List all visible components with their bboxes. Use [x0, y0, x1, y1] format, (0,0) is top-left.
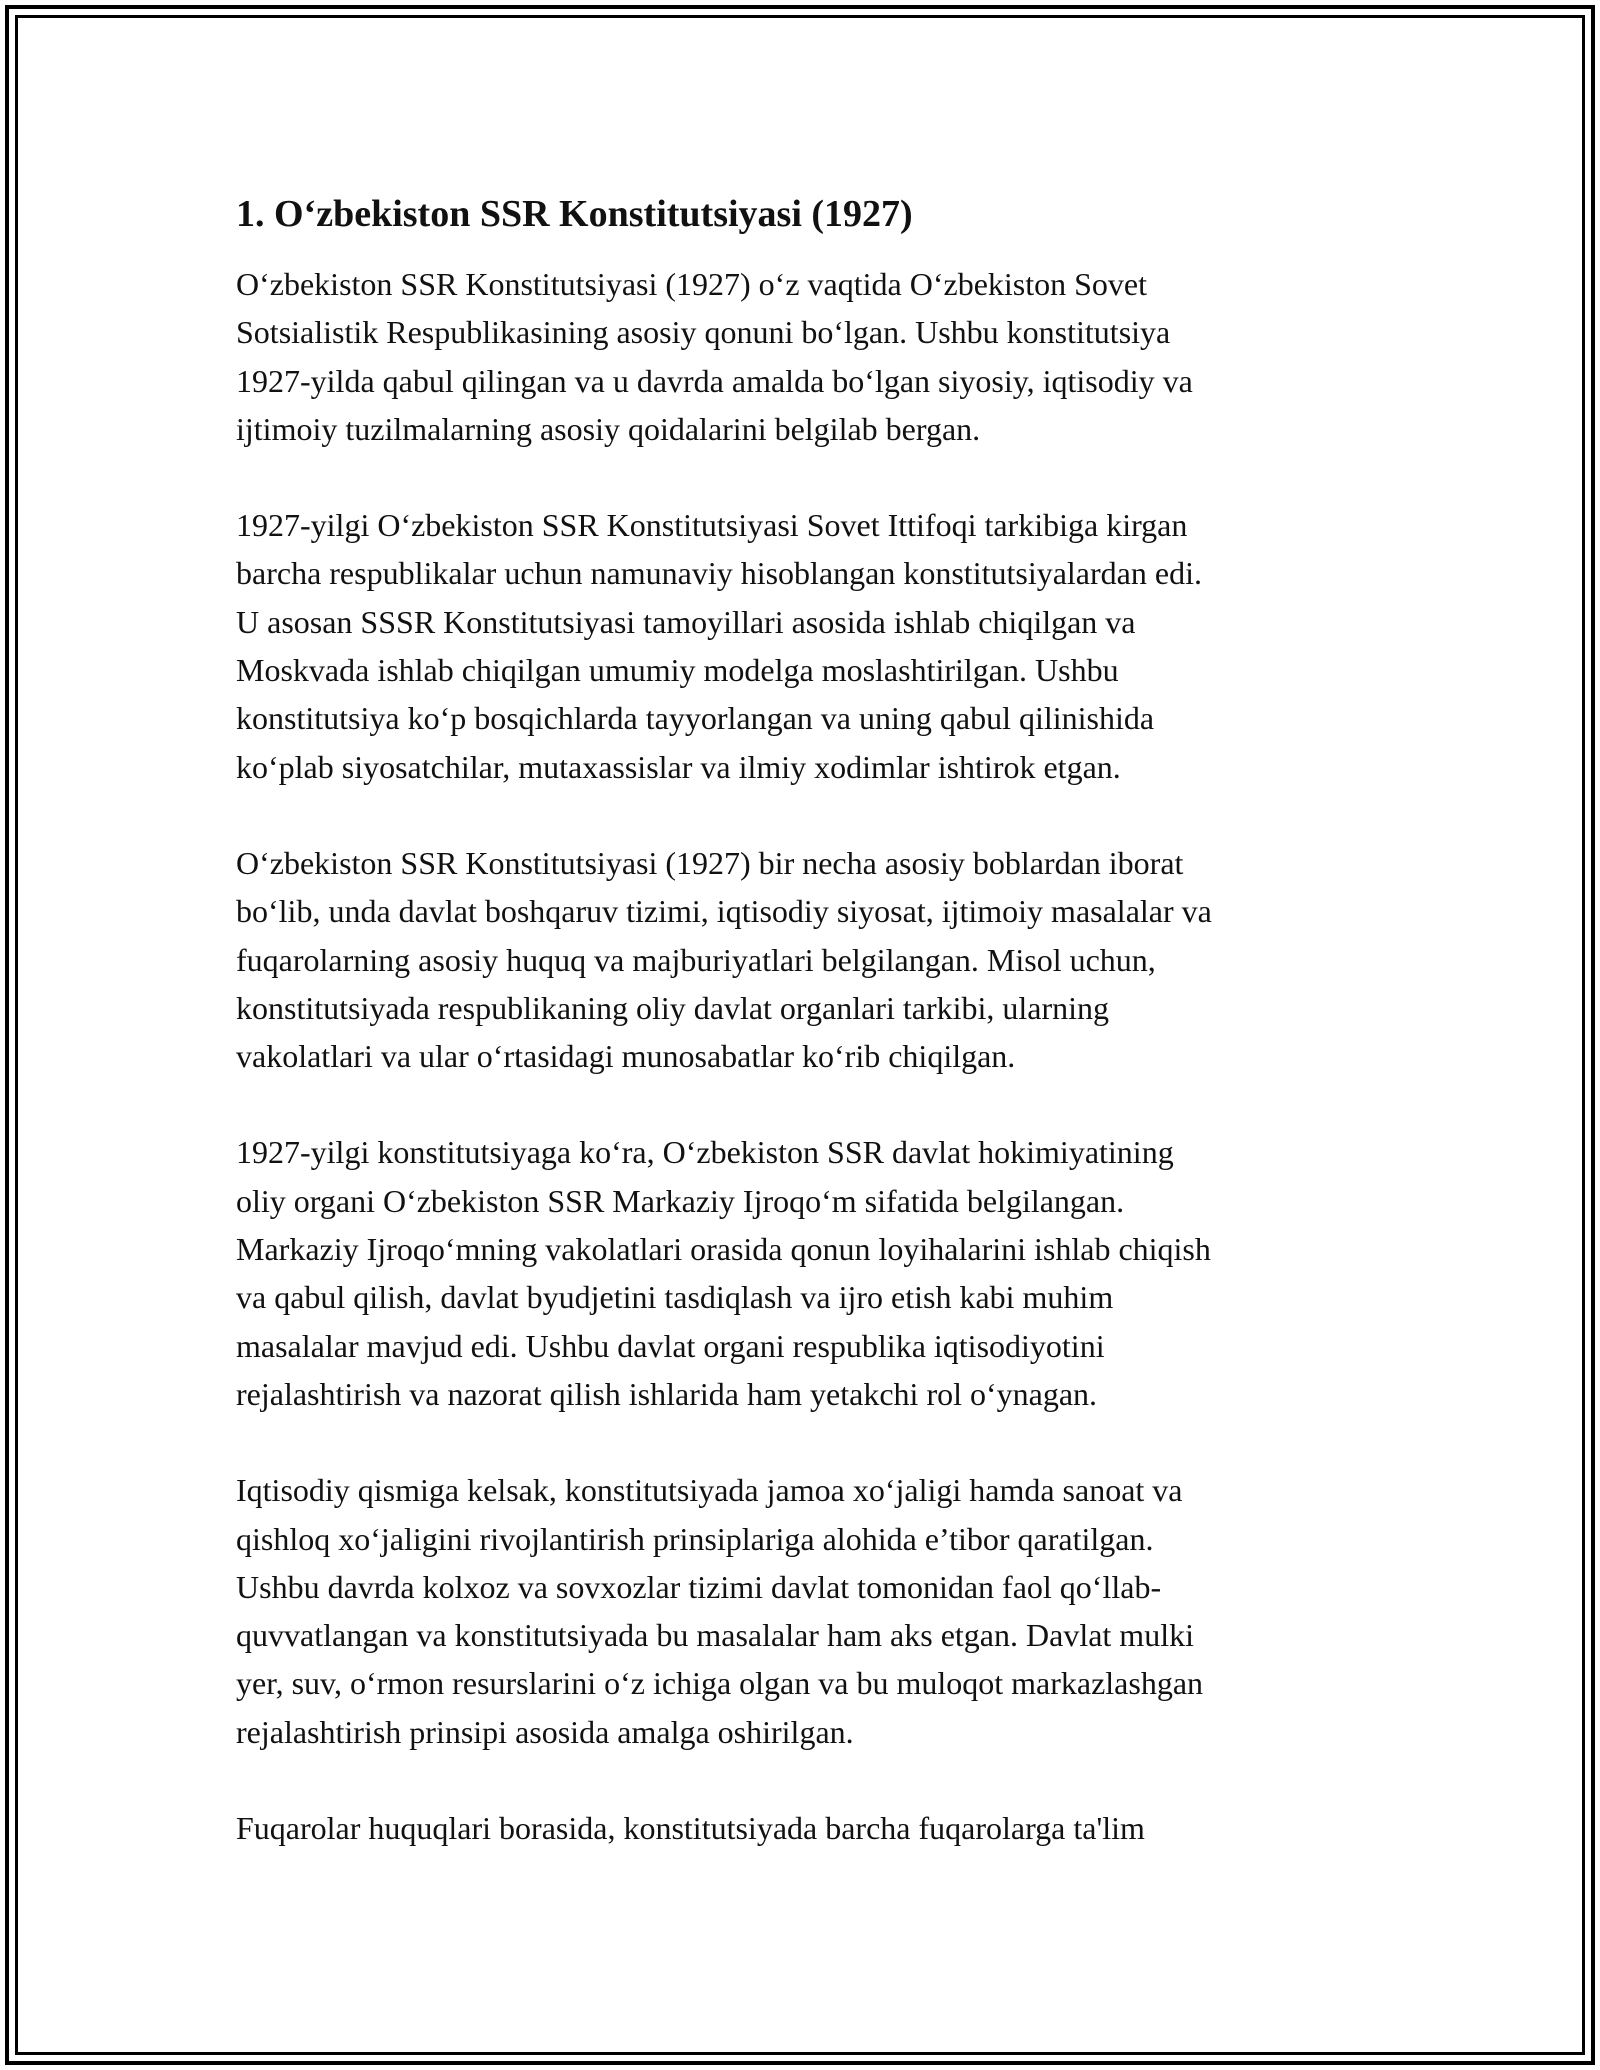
paragraph-line: U asosan SSSR Konstitutsiyasi tamoyillari asosida ishlab chiqilgan va: [236, 603, 1136, 640]
paragraph-line: vakolatlari va ular o‘rtasidagi munosabatlar ko‘rib chiqilgan.: [236, 1038, 1016, 1075]
paragraph-line: Sotsialistik Respublikasining asosiy qonuni bo‘lgan. Ushbu konstitutsiya: [236, 314, 1171, 351]
paragraph-line: 1927-yilgi O‘zbekiston SSR Konstitutsiyasi Sovet Ittifoqi tarkibiga kirgan: [236, 507, 1188, 544]
paragraph-line: O‘zbekiston SSR Konstitutsiyasi (1927) o‘z vaqtida O‘zbekiston Sovet: [236, 266, 1148, 302]
paragraph-line: ijtimoiy tuzilmalarning asosiy qoidalarini belgilab bergan.: [236, 410, 981, 447]
paragraph-line: konstitutsiya ko‘p bosqichlarda tayyorlangan va uning qabul qilinishida: [236, 700, 1155, 737]
paragraph-line: Moskvada ishlab chiqilgan umumiy modelga moslashtirilgan. Ushbu: [236, 652, 1119, 689]
section-heading: 1. O‘zbekiston SSR Konstitutsiyasi (1927): [236, 193, 913, 235]
paragraph: [236, 260, 1366, 453]
paragraph-line: Ushbu davrda kolxoz va sovxozlar tizimi davlat tomonidan faol qo‘llab-: [236, 1568, 1162, 1605]
paragraph: [236, 839, 1366, 1080]
paragraph-line: barcha respublikalar uchun namunaviy hisoblangan konstitutsiyalardan edi.: [236, 555, 1202, 592]
paragraph-line: O‘zbekiston SSR Konstitutsiyasi (1927) bir necha asosiy boblardan iborat: [236, 844, 1184, 881]
paragraph-line: Markaziy Ijroqo‘mning vakolatlari orasida qonun loyihalarini ishlab chiqish: [236, 1231, 1211, 1268]
paragraph: [236, 1466, 1366, 1756]
paragraph-line: oliy organi O‘zbekiston SSR Markaziy Ijroqo‘m sifatida belgilangan.: [236, 1182, 1125, 1219]
paragraph-line: bo‘lib, unda davlat boshqaruv tizimi, iqtisodiy siyosat, ijtimoiy masalalar va: [236, 893, 1212, 930]
paragraph-line: masalalar mavjud edi. Ushbu davlat organi respublika iqtisodiyotini: [236, 1327, 1105, 1364]
paragraph-line: qishloq xo‘jaligini rivojlantirish prinsiplariga alohida e’tibor qaratilgan.: [236, 1520, 1154, 1557]
paragraph-line: Fuqarolar huquqlari borasida, konstitutsiyada barcha fuqarolarga ta'lim: [236, 1810, 1145, 1847]
paragraph-line: 1927-yilgi konstitutsiyaga ko‘ra, O‘zbekiston SSR davlat hokimiyatining: [236, 1134, 1174, 1171]
paragraph: [236, 1128, 1366, 1418]
paragraph-line: ko‘plab siyosatchilar, mutaxassislar va ilmiy xodimlar ishtirok etgan.: [236, 748, 1121, 785]
paragraph-line: va qabul qilish, davlat byudjetini tasdiqlash va ijro etish kabi muhim: [236, 1279, 1114, 1316]
paragraph-list: [236, 260, 1366, 1852]
paragraph-line: Iqtisodiy qismiga kelsak, konstitutsiyada jamoa xo‘jaligi hamda sanoat va: [236, 1472, 1183, 1509]
paragraph-line: fuqarolarning asosiy huquq va majburiyatlari belgilangan. Misol uchun,: [236, 941, 1156, 978]
paragraph-line: yer, suv, o‘rmon resurslarini o‘z ichiga olgan va bu muloqot markazlashgan: [236, 1665, 1204, 1702]
paragraph: [236, 1804, 1366, 1852]
paragraph-line: quvvatlangan va konstitutsiyada bu masalalar ham aks etgan. Davlat mulki: [236, 1617, 1194, 1654]
document-body: [236, 190, 1366, 1900]
paragraph-line: rejalashtirish prinsipi asosida amalga oshirilgan.: [236, 1713, 854, 1750]
paragraph: [236, 501, 1366, 791]
paragraph-line: 1927-yilda qabul qilingan va u davrda amalda bo‘lgan siyosiy, iqtisodiy va: [236, 362, 1193, 399]
paragraph-line: konstitutsiyada respublikaning oliy davlat organlari tarkibi, ularning: [236, 989, 1110, 1026]
paragraph-line: rejalashtirish va nazorat qilish ishlarida ham yetakchi rol o‘ynagan.: [236, 1375, 1098, 1412]
